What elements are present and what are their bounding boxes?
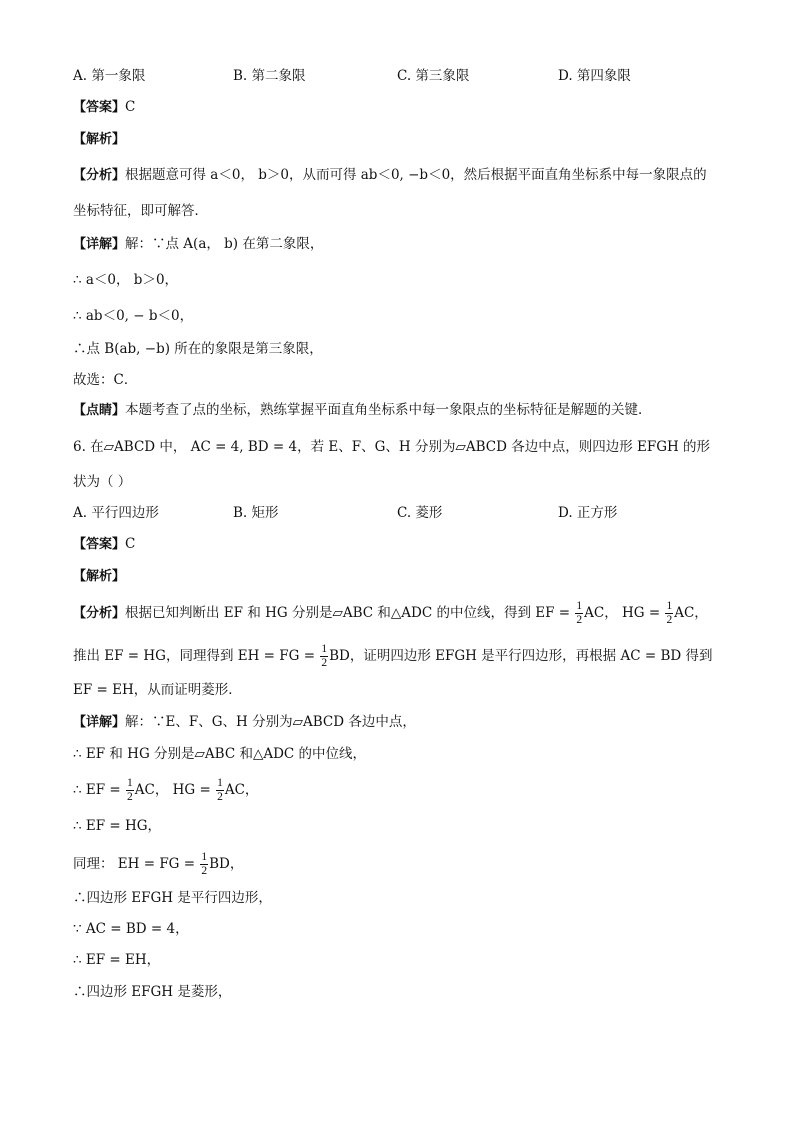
fraction-half: $\frac{1}{2}$: [127, 777, 133, 803]
q6-detail-line2: ∴ EF 和 HG 分别是▱ABC 和△ADC 的中位线，: [73, 746, 367, 762]
detail-text-1: 解：∵E、F、G、H 分别为▱ABCD 各边中点，: [125, 714, 416, 730]
q6-stem-line1: 6. 在▱ABCD 中， AC = 4, BD = 4，若 E、F、G、H 分别为▱ABCD 各边中点，则四边形 EFGH 的形: [73, 439, 711, 455]
fraction-half: $\frac{1}{2}$: [666, 600, 673, 626]
q5-dianjing: [73, 400, 652, 421]
analysis-tag: 【解析】: [73, 132, 126, 147]
analysis-tag: 【解析】: [73, 569, 126, 584]
q6-analysis-heading: [73, 566, 125, 587]
fenxi-text-2b: BD，证明四边形 EFGH 是平行四边形，再根据 AC = BD 得到: [329, 648, 713, 664]
answer-value: C: [125, 536, 136, 552]
q5-fenxi-line1: [73, 165, 707, 186]
q6-stem-line2: 状为（ ）: [73, 474, 132, 490]
q6-fenxi-line3: EF = EH，从而证明菱形．: [73, 682, 242, 698]
q6-option-c: C. 菱形: [397, 505, 443, 521]
fraction-half: $\frac{1}{2}$: [201, 851, 208, 877]
q6-detail-line5: [73, 851, 243, 878]
q6-detail-line1: [73, 712, 416, 733]
detail-text-3c: AC，: [224, 782, 259, 798]
q6-option-b: B. 矩形: [233, 505, 279, 521]
q6-detail-line4: ∴ EF = HG，: [73, 818, 162, 834]
fenxi-text-1c: AC，: [674, 605, 708, 621]
detail-text-3a: ∴ EF =: [73, 782, 121, 798]
detail-text-1: 解：∵点 A(a， b) 在第二象限，: [125, 236, 324, 252]
q5-detail-line5: 故选：C．: [73, 372, 138, 388]
fenxi-text-1a: 根据已知判断出 EF 和 HG 分别是▱ABC 和△ADC 的中位线，得到 EF =: [125, 605, 571, 621]
q6-detail-line8: ∴ EF = EH，: [73, 952, 161, 968]
q5-detail-line1: [73, 234, 323, 255]
answer-tag: 【答案】: [73, 537, 126, 552]
q6-fenxi-line2: [73, 643, 712, 670]
q6-answer: [73, 534, 135, 555]
q5-detail-line2: ∴ a＜0， b＞0，: [73, 272, 179, 288]
q6-detail-line3: [73, 777, 258, 804]
fenxi-tag: 【分析】: [73, 168, 126, 183]
q5-option-b: B. 第二象限: [233, 68, 306, 84]
detail-text-5b: BD，: [209, 856, 244, 872]
fenxi-text-1: 根据题意可得 a＜0， b＞0，从而可得 ab＜0, −b＜0，然后根据平面直角坐标系中每一象限点的: [125, 167, 707, 183]
dianjing-tag: 【点睛】: [73, 403, 126, 418]
q6-detail-line7: ∵ AC = BD = 4，: [73, 921, 189, 937]
q6-option-a: A. 平行四边形: [73, 505, 159, 521]
q5-answer: [73, 97, 135, 118]
answer-value: C: [125, 99, 136, 115]
fraction-half: $\frac{1}{2}$: [217, 777, 223, 803]
answer-tag: 【答案】: [73, 100, 126, 115]
q6-detail-line9: ∴四边形 EFGH 是菱形，: [73, 984, 232, 1000]
fenxi-text-2a: 推出 EF = HG，同理得到 EH = FG =: [73, 648, 316, 664]
xiangjie-tag: 【详解】: [73, 715, 126, 730]
detail-text-3b: AC， HG =: [134, 782, 211, 798]
q6-option-d: D. 正方形: [558, 505, 618, 521]
fraction-half: $\frac{1}{2}$: [576, 600, 583, 626]
q6-detail-line6: ∴四边形 EFGH 是平行四边形，: [73, 890, 272, 906]
q5-option-a: A. 第一象限: [73, 68, 146, 84]
q6-fenxi-line1: [73, 600, 708, 627]
fraction-half: $\frac{1}{2}$: [321, 643, 328, 669]
q5-detail-line4: ∴点 B(ab, −b) 所在的象限是第三象限，: [73, 341, 323, 357]
xiangjie-tag: 【详解】: [73, 237, 126, 252]
q5-option-d: D. 第四象限: [558, 68, 631, 84]
q5-option-c: C. 第三象限: [397, 68, 470, 84]
q5-analysis-heading: [73, 129, 125, 150]
q5-detail-line3: ∴ ab＜0, − b＜0，: [73, 308, 194, 324]
q5-fenxi-line2: 坐标特征，即可解答．: [73, 203, 208, 219]
detail-text-5a: 同理： EH = FG =: [73, 856, 196, 872]
fenxi-text-1b: AC， HG =: [584, 605, 661, 621]
dianjing-text: 本题考查了点的坐标，熟练掌握平面直角坐标系中每一象限点的坐标特征是解题的关键．: [125, 402, 652, 418]
fenxi-tag: 【分析】: [73, 606, 126, 621]
